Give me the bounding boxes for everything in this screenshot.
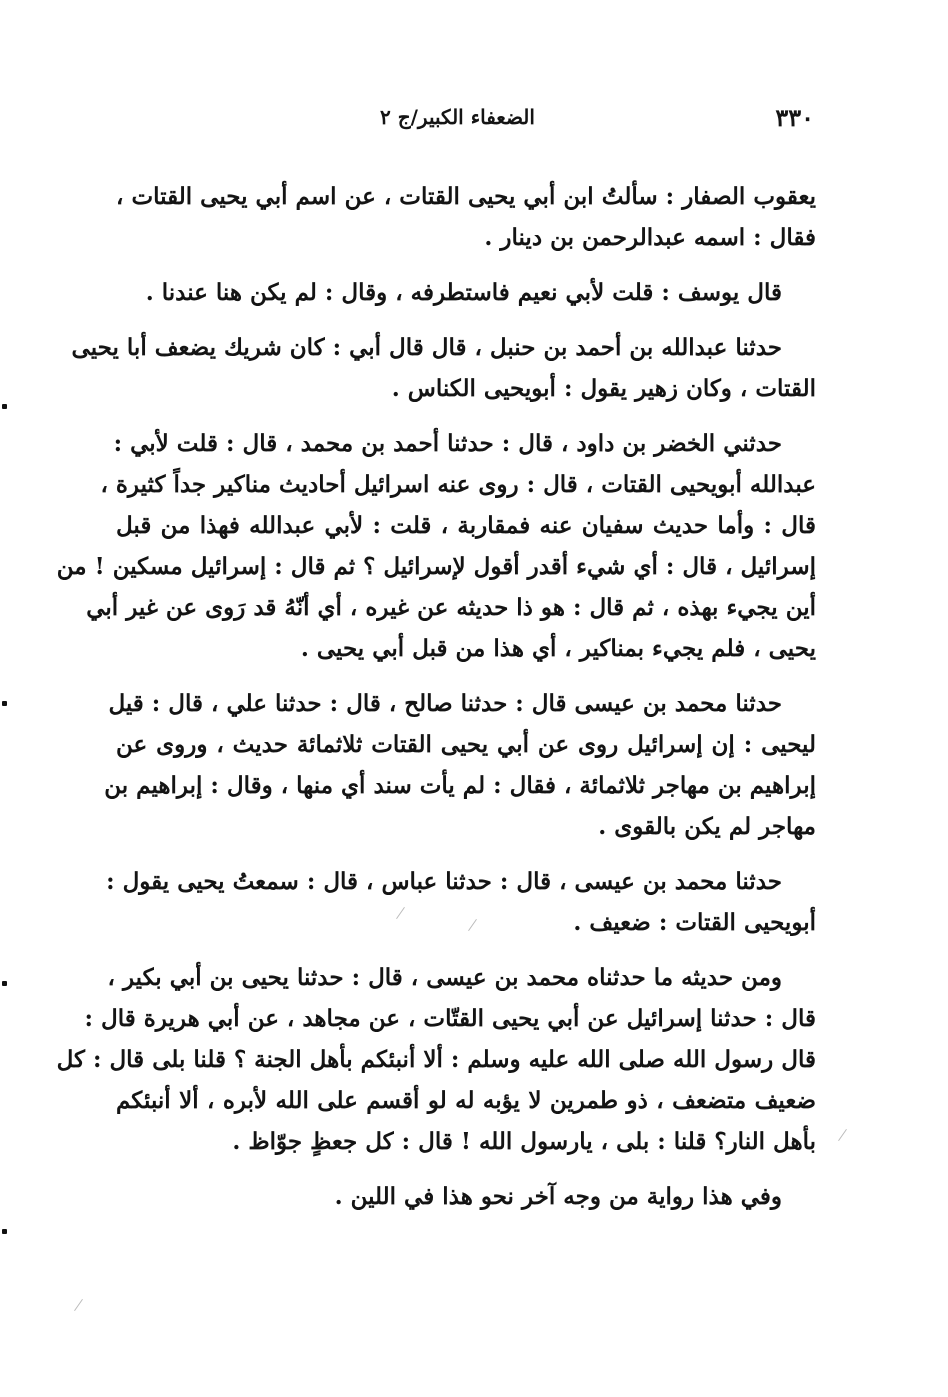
- text-line: وفي هذا رواية من وجه آخر نحو هذا في اللين .: [334, 1183, 782, 1210]
- paragraph: [106, 861, 816, 943]
- margin-mark: [2, 701, 7, 706]
- text-line: أبويحيى القتات : ضعيف .: [573, 909, 816, 936]
- text-line: قال : حدثنا إسرائيل عن أبي يحيى القتّات ، عن مجاهد ، عن أبي هريرة قال :: [84, 1005, 816, 1032]
- text-line: حدثنا محمد بن عيسى قال : حدثنا صالح ، قال : حدثنا علي ، قال : قيل: [108, 690, 782, 717]
- text-line: قال رسول الله صلى الله عليه وسلم : ألا أنبئكم بأهل الجنة ؟ قلنا بلى قال : كل: [56, 1046, 816, 1073]
- paragraph: [71, 327, 816, 409]
- text-line: أين يجيء بهذه ، ثم قال : هو ذا حديثه عن غيره ، أي أنّهُ قد رَوى عن غير أبي: [86, 594, 816, 621]
- running-title: الضعفاء الكبير/ج ٢: [380, 105, 535, 129]
- text-line: حدثني الخضر بن داود ، قال : حدثنا أحمد بن محمد ، قال : قلت لأبي :: [113, 430, 782, 457]
- scan-speck: [838, 1129, 847, 1141]
- paragraph: [56, 423, 816, 669]
- text-line: بأهل النار؟ قلنا : بلى ، يارسول الله ! قال : كل جعظٍ جوّاظ .: [232, 1128, 816, 1155]
- text-line: يعقوب الصفار : سألتُ ابن أبي يحيى القتات ، عن اسم أبي يحيى القتات ،: [116, 183, 816, 210]
- text-line: حدثنا عبدالله بن أحمد بن حنبل ، قال قال أبي : كان شريك يضعف أبا يحيى: [71, 334, 782, 361]
- text-line: عبدالله أبويحيى القتات ، قال : روى عنه اسرائيل أحاديث مناكير جداً كثيرة ،: [100, 471, 816, 498]
- margin-mark: [2, 404, 7, 409]
- margin-mark: [2, 981, 7, 986]
- text-line: ضعيف متضعف ، ذو طمرين لا يؤبه له لو أقسم على الله لأبره ، ألا أنبئكم: [116, 1087, 816, 1114]
- text-line: حدثنا محمد بن عيسى ، قال : حدثنا عباس ، قال : سمعتُ يحيى يقول :: [106, 868, 782, 895]
- body-text: [56, 176, 816, 1231]
- page-header: [380, 97, 814, 137]
- paragraph: [116, 176, 816, 258]
- margin-mark: [2, 1229, 7, 1234]
- paragraph: [116, 272, 816, 313]
- text-line: قال : وأما حديث سفيان عنه فمقاربة ، قلت : لأبي عبدالله فهذا من قبل: [116, 512, 816, 539]
- text-line: قال يوسف : قلت لأبي نعيم فاستطرفه ، وقال : لم يكن هنا عندنا .: [145, 279, 782, 306]
- text-line: يحيى ، فلم يجيء بمناكير ، أي هذا من قبل أبي يحيى .: [300, 635, 816, 662]
- text-line: إسرائيل ، قال : أي شيء أقدر أقول لإسرائيل ؟ ثم قال : إسرائيل مسكين ! من: [56, 553, 816, 580]
- text-line: ومن حديثه ما حدثناه محمد بن عيسى ، قال : حدثنا يحيى بن أبي بكير ،: [107, 964, 782, 991]
- paragraph: [104, 683, 816, 847]
- text-line: مهاجر لم يكن بالقوى .: [598, 813, 816, 840]
- paragraph: [56, 957, 816, 1162]
- text-line: القتات ، وكان زهير يقول : أبويحيى الكناس .: [391, 375, 816, 402]
- paragraph: [116, 1176, 816, 1217]
- text-line: ليحيى : إن إسرائيل روى عن أبي يحيى القتات ثلاثمائة حديث ، وروى عن: [116, 731, 816, 758]
- text-line: إبراهيم بن مهاجر ثلاثمائة ، فقال : لم يأت سند أي منها ، وقال : إبراهيم بن: [104, 772, 816, 799]
- text-line: فقال : اسمه عبدالرحمن بن دينار .: [484, 224, 816, 251]
- scan-speck: [74, 1299, 83, 1311]
- page-number: ٣٣٠: [775, 102, 814, 132]
